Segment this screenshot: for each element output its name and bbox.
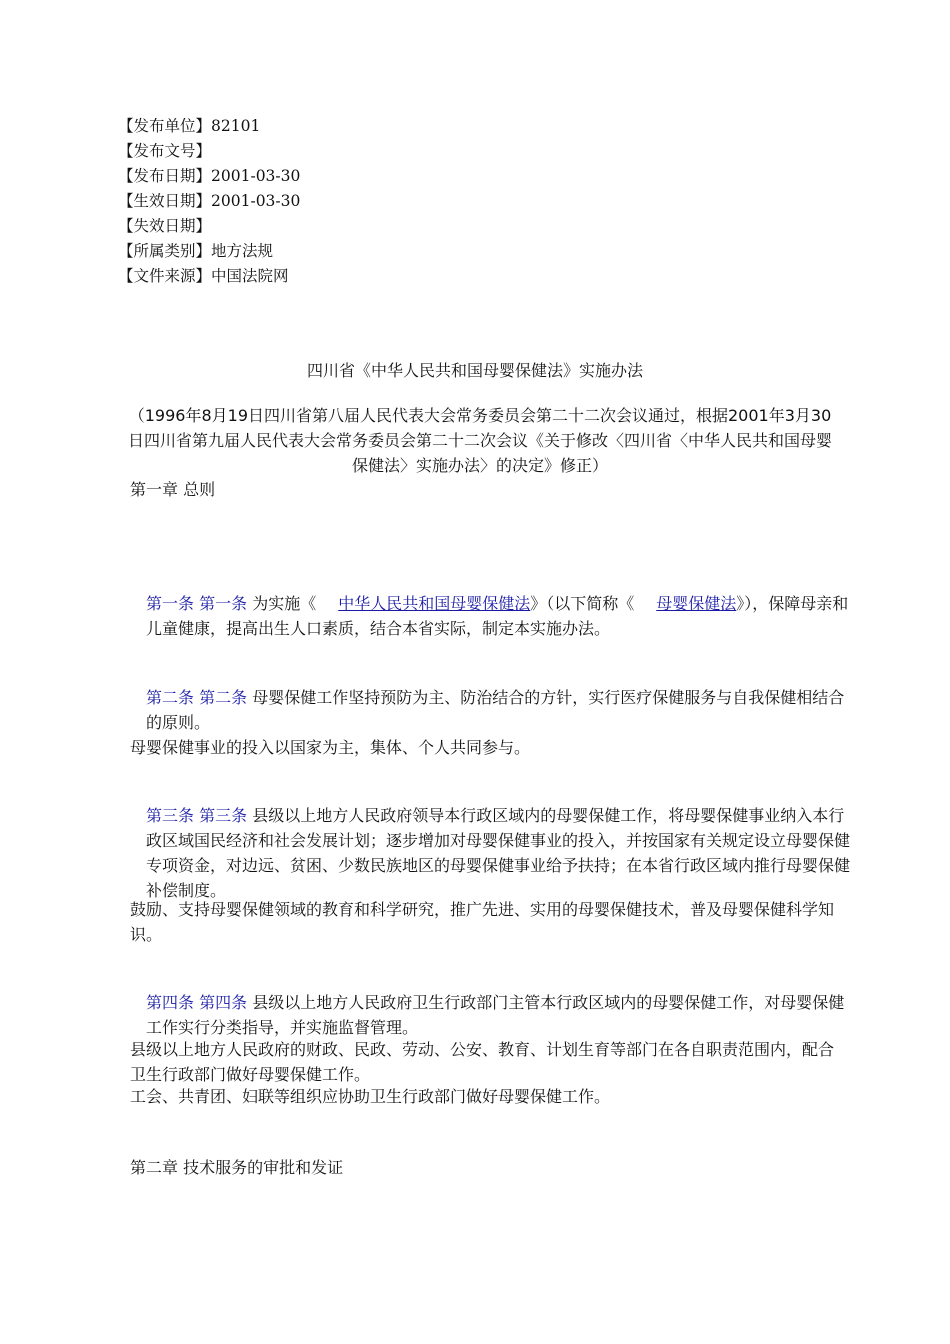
meta-publisher: 【发布单位】82101 (118, 117, 261, 135)
chapter-2-heading: 第二章 技术服务的审批和发证 (130, 1158, 344, 1177)
chapter-1-heading: 第一章 总则 (130, 480, 216, 499)
law-link[interactable]: 中华人民共和国母婴保健法 (338, 594, 531, 613)
article-3-label[interactable]: 第三条 (146, 806, 195, 825)
article-1 (124, 591, 858, 641)
article-2-text: 母婴保健工作坚持预防为主、防治结合的方针，实行医疗保健服务与自我保健相结合的原则。 (146, 688, 845, 732)
metadata-block (118, 114, 300, 289)
article-4-text: 县级以上地方人民政府卫生行政部门主管本行政区域内的母婴保健工作，对母婴保健工作实行分类指导，并实施监督管理。 (146, 993, 845, 1037)
meta-source: 【文件来源】中国法院网 (118, 267, 289, 285)
article-1-text-post: 》），保障母亲和儿童健康，提高出生人口素质，结合本省实际，制定本实施办法。 (146, 594, 849, 638)
article-4-label-anchor[interactable]: 第四条 (199, 993, 248, 1012)
meta-doc-number: 【发布文号】 (118, 142, 212, 160)
article-2 (124, 685, 858, 735)
article-1-text-mid: 》（以下简称《 (530, 594, 635, 613)
article-1-text-pre: 为实施《 (252, 594, 317, 613)
article-4-paragraph-3: 工会、共青团、妇联等组织应协助卫生行政部门做好母婴保健工作。 (130, 1087, 611, 1106)
meta-publish-date: 【发布日期】2001-03-30 (118, 167, 301, 185)
short-law-link-b[interactable]: 法 (720, 594, 737, 613)
article-3 (124, 803, 858, 903)
article-3-label-anchor[interactable]: 第三条 (199, 806, 248, 825)
article-3-text: 县级以上地方人民政府领导本行政区域内的母婴保健工作，将母婴保健事业纳入本行政区域国民经济和社会发展计划；逐步增加对母婴保健事业的投入，并按国家有关规定设立母婴保健专项资金，对边远、贫困、少数民族地区的母婴保健事业给予扶持；在本省行政区域内推行母婴保健补偿制度。 (146, 806, 851, 900)
article-4 (124, 990, 858, 1040)
meta-expiry-date: 【失效日期】 (118, 217, 212, 235)
document-title: 四川省《中华人民共和国母婴保健法》实施办法 (306, 361, 643, 380)
meta-effective-date: 【生效日期】2001-03-30 (118, 192, 301, 210)
short-law-link-a[interactable]: 母婴保健 (656, 594, 721, 613)
article-4-label[interactable]: 第四条 (146, 993, 195, 1012)
meta-category: 【所属类别】地方法规 (118, 242, 274, 260)
article-3-paragraph-2: 鼓励、支持母婴保健领域的教育和科学研究，推广先进、实用的母婴保健技术，普及母婴保健科学知识。 (130, 900, 835, 944)
article-4-paragraph-2: 县级以上地方人民政府的财政、民政、劳动、公安、教育、计划生育等部门在各自职责范围内，配合卫生行政部门做好母婴保健工作。 (130, 1040, 835, 1084)
article-2-paragraph-2: 母婴保健事业的投入以国家为主，集体、个人共同参与。 (130, 738, 531, 757)
article-1-label-anchor[interactable]: 第一条 (199, 594, 248, 613)
article-1-label[interactable]: 第一条 (146, 594, 195, 613)
article-2-label-anchor[interactable]: 第二条 (199, 688, 248, 707)
document-subtitle: （1996年8月19日四川省第八届人民代表大会常务委员会第二十二次会议通过，根据2001年3月30日四川省第九届人民代表大会常务委员会第二十二次会议《关于修改〈四川省〈中华人民共和国母婴保健法〉实施办法〉的决定》修正） (127, 406, 832, 475)
article-2-label[interactable]: 第二条 (146, 688, 195, 707)
